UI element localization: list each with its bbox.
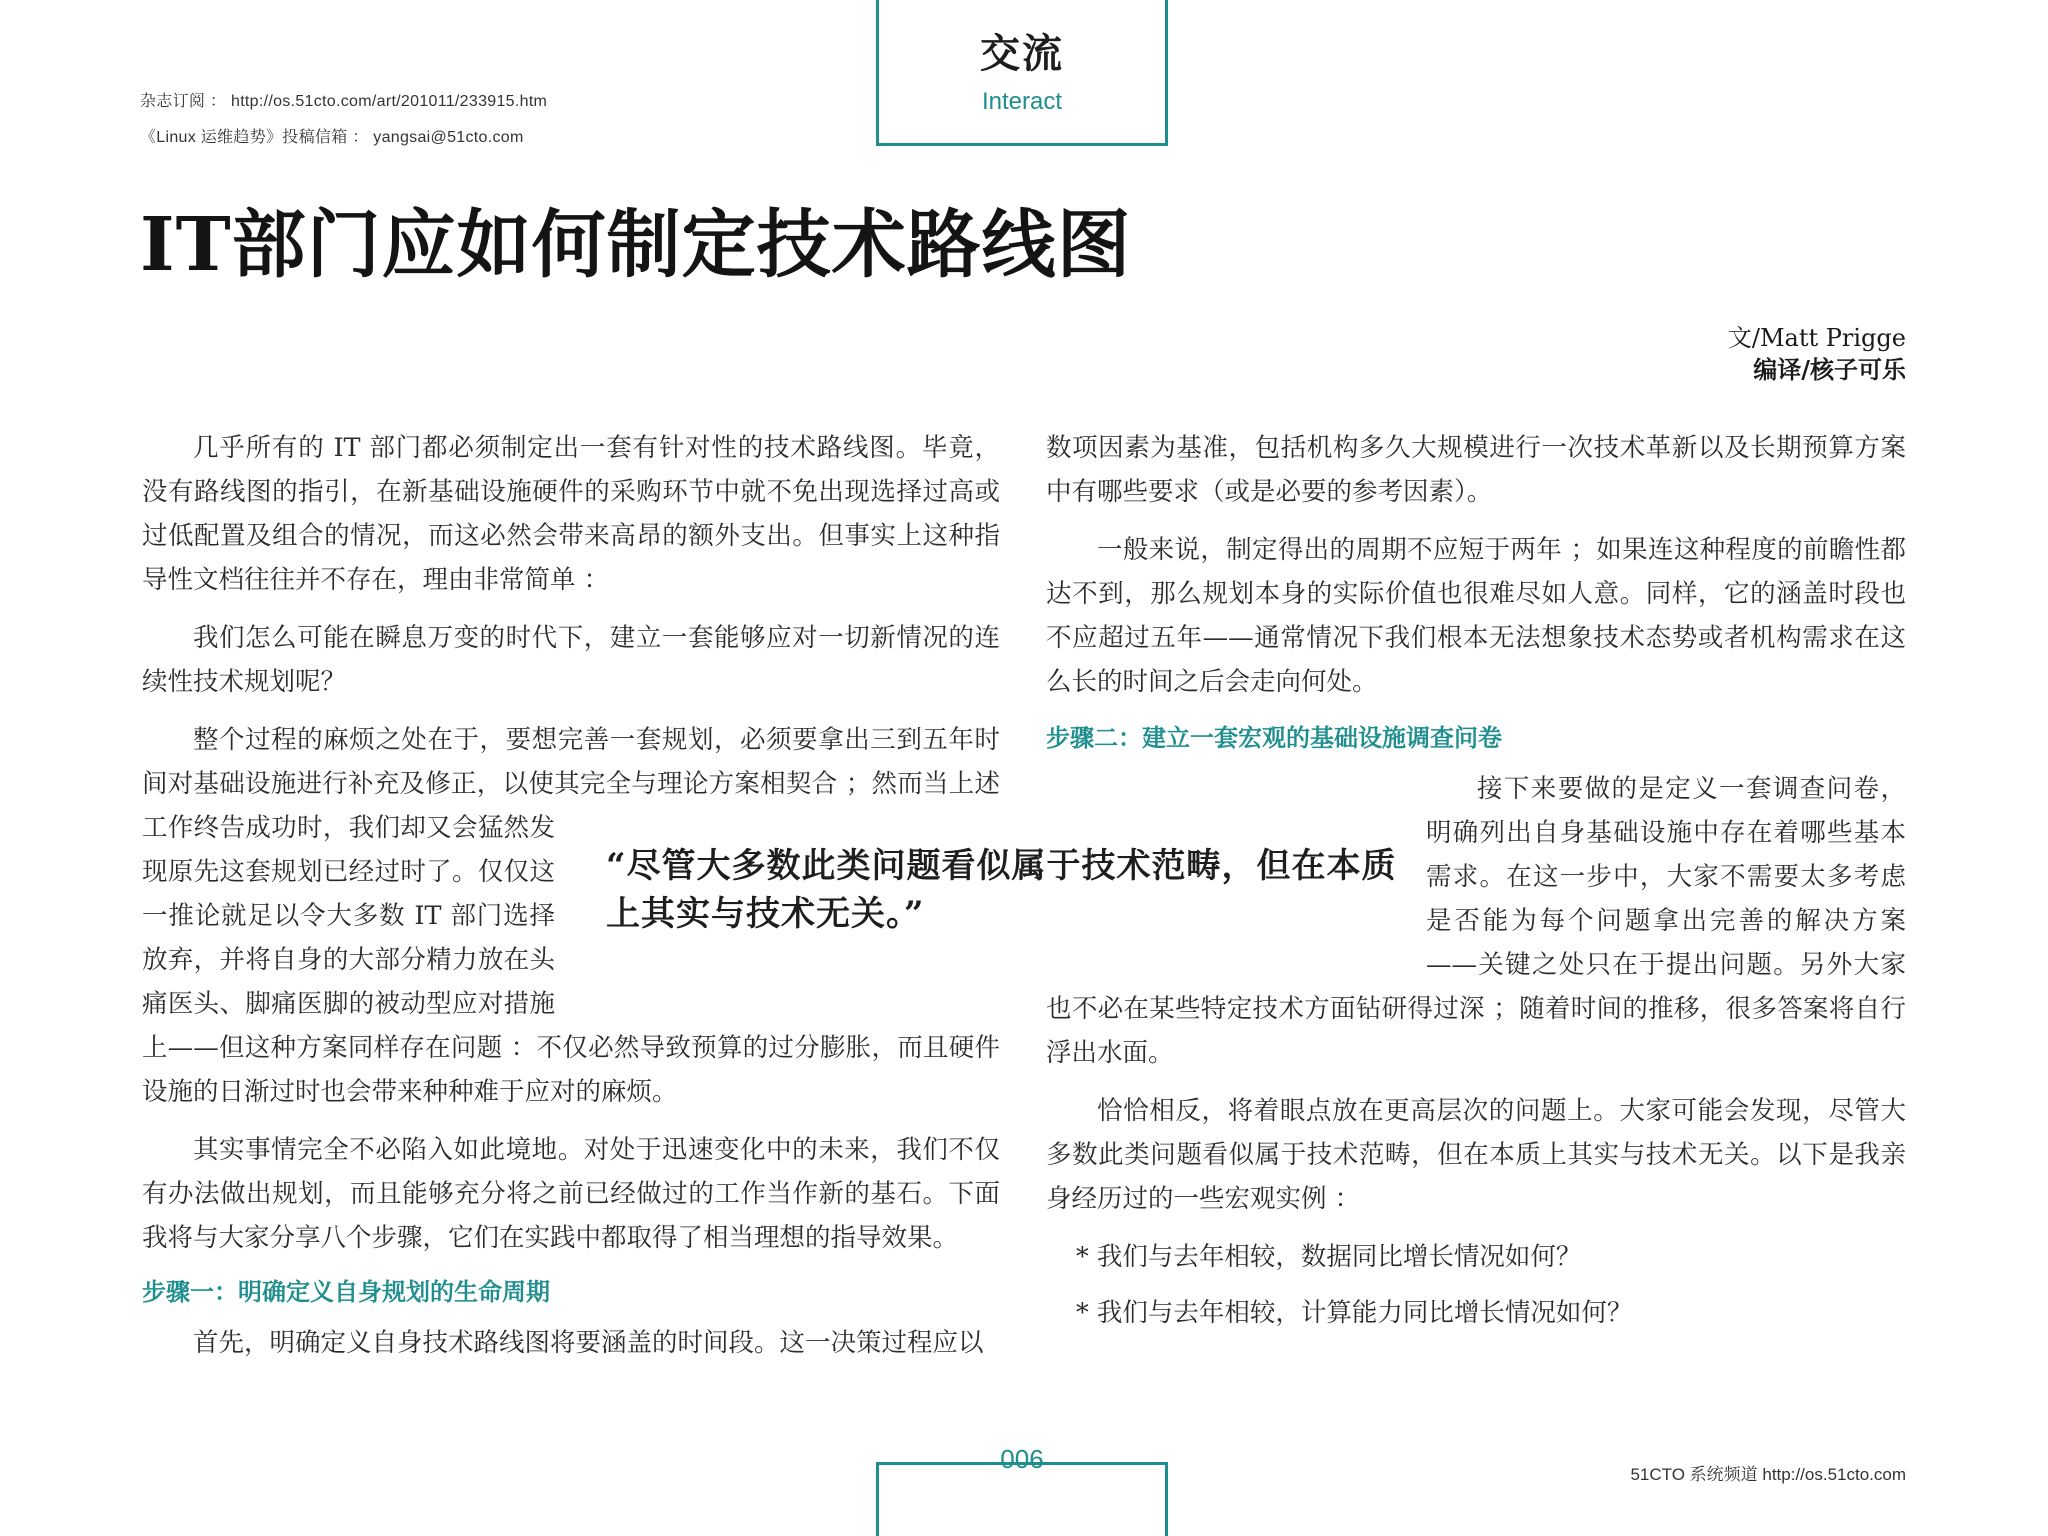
section-subtitle: Interact bbox=[981, 88, 1063, 115]
paragraph: 一般来说，制定得出的周期不应短于两年 ；如果连这种程度的前瞻性都达不到，那么规划本身的实际价值也很难尽如人意。同样，它的涵盖时段也不应超过五年——通常情况下我们根本无法想象技术态势或者机构需求在这么长的时间之后会走向何处。 bbox=[1046, 535, 1906, 697]
translator-byline: 编译/核子可乐 bbox=[1753, 355, 1906, 384]
paragraph: 首先，明确定义自身技术路线图将要涵盖的时间段。这一决策过程应以 bbox=[193, 1328, 984, 1358]
page-number: 006 bbox=[1000, 1444, 1044, 1474]
paragraph: 我们怎么可能在瞬息万变的时代下，建立一套能够应对一切新情况的连续性技术规划呢？ bbox=[142, 623, 1000, 697]
paragraph: 接下来要做的是定义一套调查问卷，明确列出自身基础设施中存在着哪些基本需求。在这一步中，大家不需要太多考虑是否能为每个问题拿出完善的解决方案——关键之处只在于提出问题。另外大家也不必在某些特定技术方面钻研得过深 ；随着时间的推移，很多答案将自行浮出水面。 bbox=[1046, 767, 1906, 1075]
footer-site: 51CTO 系统频道 http://os.51cto.com bbox=[1630, 1465, 1906, 1484]
pull-quote: “尽管大多数此类问题看似属于技术范畴，但在本质上其实与技术无关。” bbox=[606, 846, 1397, 934]
step-heading: 步骤一：明确定义自身规划的生命周期 bbox=[142, 1279, 550, 1306]
submission-email-line: 《Linux 运维趋势》投稿信箱 ： yangsai@51cto.com bbox=[140, 129, 524, 146]
paragraph: 几乎所有的 IT 部门都必须制定出一套有针对性的技术路线图。毕竟，没有路线图的指引，在新基础设施硬件的采购环节中就不免出现选择过高或过低配置及组合的情况，而这必然会带来高昂的额外支出。但事实上这种指导性文档往往并不存在，理由非常简单 ： bbox=[142, 433, 1000, 595]
article-title: IT部门应如何制定技术路线图 bbox=[140, 202, 1132, 288]
section-tab bbox=[876, 0, 1168, 146]
paragraph: 整个过程的麻烦之处在于，要想完善一套规划，必须要拿出三到五年时间对基础设施进行补充及修正，以使其完全与理论方案相契合 ；然而当上述工作终告成功时，我们却又会猛然发现原先这套规划已经过时了。仅仅这一推论就足以令大多数 IT 部门选择放弃，并将自身的大部分精力放在头痛医头、脚痛医脚的被动型应对措施上——但这种方案同样存在问题 ：不仅必然导致预算的过分膨胀，而且硬件设施的日渐过时也会带来种种难于应对的麻烦。 bbox=[142, 725, 1000, 1107]
step-heading: 步骤二：建立一套宏观的基础设施调查问卷 bbox=[1046, 725, 1502, 752]
author-byline: 文/Matt Prigge bbox=[1727, 324, 1906, 352]
list-item: * 我们与去年相较，计算能力同比增长情况如何？ bbox=[1076, 1298, 1633, 1328]
paragraph: 其实事情完全不必陷入如此境地。对处于迅速变化中的未来，我们不仅有办法做出规划，而且能够充分将之前已经做过的工作当作新的基石。下面我将与大家分享八个步骤，它们在实践中都取得了相当理想的指导效果。 bbox=[142, 1135, 1000, 1253]
paragraph: 恰恰相反，将着眼点放在更高层次的问题上。大家可能会发现，尽管大多数此类问题看似属于技术范畴，但在本质上其实与技术无关。以下是我亲身经历过的一些宏观实例 ： bbox=[1046, 1096, 1906, 1214]
section-title: 交流 bbox=[980, 30, 1064, 77]
paragraph: 数项因素为基准，包括机构多久大规模进行一次技术革新以及长期预算方案中有哪些要求（或是必要的参考因素）。 bbox=[1046, 433, 1906, 507]
list-item: * 我们与去年相较，数据同比增长情况如何？ bbox=[1076, 1242, 1582, 1272]
subscribe-line: 杂志订阅 ： http://os.51cto.com/art/201011/233915.htm bbox=[140, 93, 548, 110]
